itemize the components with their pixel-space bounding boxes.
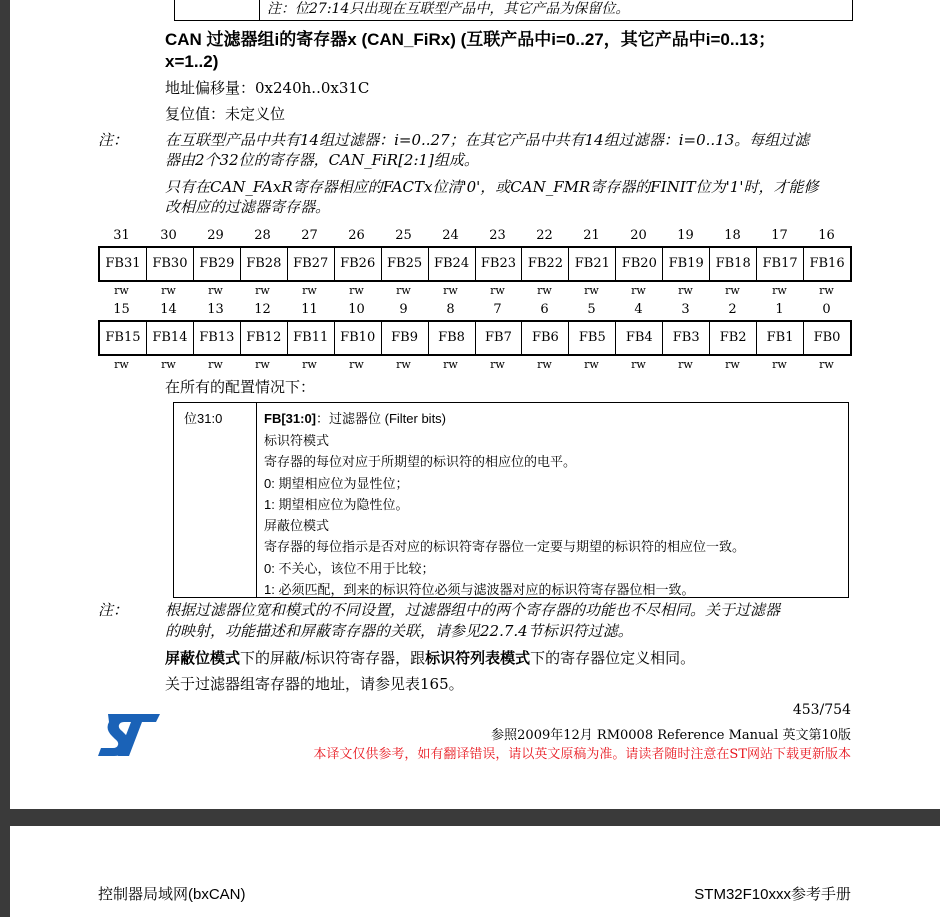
note-label: 注： [98,131,129,149]
field-desc: ：过滤器位 (Filter bits) [316,411,447,426]
bit-number: 7 [493,302,502,317]
mask-mode-mid: 下的屏蔽/标识符寄存器，跟 [240,649,426,667]
bit-number: 29 [207,228,224,243]
note3-line1: 根据过滤器位宽和模式的不同设置，过滤器组中的两个寄存器的功能也不尽相同。关于过滤器 [165,601,781,619]
access-type: rw [537,358,552,371]
next-document-page [10,826,940,917]
note3-line2: 的映射，功能描述和屏蔽寄存器的关联，请参见22.7.4节标识符过滤。 [165,622,633,640]
register-field-cell: FB2 [709,322,756,354]
bit-number: 0 [822,302,831,317]
register-fields-low [98,320,852,356]
note2-line2: 改相应的过滤器寄存器。 [165,198,331,216]
desc-line: 寄存器的每位指示是否对应的标识符寄存器位一定要与期望的标识符的相应位一致。 [264,540,746,555]
config-intro: 在所有的配置情况下： [165,378,316,396]
access-type: rw [490,358,505,371]
register-field-cell: FB31 [105,256,141,271]
bit-number: 27 [301,228,318,243]
register-field-cell: FB11 [287,322,334,354]
access-type: rw [302,358,317,371]
bit-number: 15 [113,302,130,317]
desc-line: 1: 必须匹配，到来的标识符位必须与滤波器对应的标识符寄存器位相一致。 [264,582,695,597]
register-fields-high [98,246,852,282]
register-field-cell: FB25 [381,248,428,280]
access-row-low [98,358,850,371]
access-type: rw [161,284,176,297]
field-name: FB[31:0] [264,411,317,426]
register-field-cell: FB22 [521,248,568,280]
access-type: rw [114,358,129,371]
register-field-cell: FB0 [803,322,850,354]
register-field-cell: FB16 [803,248,850,280]
bit-number: 14 [160,302,177,317]
bit-number: 21 [583,228,600,243]
register-field-cell: FB12 [240,322,287,354]
access-type: rw [678,358,693,371]
bit-number: 13 [207,302,224,317]
chapter-header: 控制器局域网(bxCAN) [98,886,246,903]
bit-description-table [173,402,849,598]
bit-number: 9 [399,302,408,317]
table-divider [259,0,260,20]
bit-number: 22 [536,228,553,243]
register-field-cell: FB24 [428,248,475,280]
desc-line: 0: 不关心，该位不用于比较； [264,561,435,576]
bit-numbers-low [98,302,850,317]
access-type: rw [490,284,505,297]
desc-line: 1: 期望相应位为隐性位。 [264,497,409,512]
table-divider [256,403,257,597]
register-field-cell: FB7 [475,322,522,354]
access-type: rw [396,358,411,371]
bit-number: 28 [254,228,271,243]
bit-number: 31 [113,228,130,243]
access-type: rw [208,358,223,371]
bit-number: 12 [254,302,271,317]
access-type: rw [161,358,176,371]
bit-number: 16 [818,228,835,243]
note1-line1: 在互联型产品中共有14组过滤器：i=0..27；在其它产品中共有14组过滤器：i=0..13。每组过滤 [165,131,810,149]
disclaimer-line: 本译文仅供参考，如有翻译错误，请以英文原稿为准。请读者随时注意在ST网站下载更新版本 [313,747,851,762]
register-field-cell: FB9 [381,322,428,354]
register-field-cell: FB20 [615,248,662,280]
field-title [264,408,446,427]
register-field-cell: FB4 [615,322,662,354]
access-type: rw [114,284,129,297]
bit-number: 5 [587,302,596,317]
access-type: rw [255,358,270,371]
access-type: rw [631,358,646,371]
register-field-cell: FB8 [428,322,475,354]
bit-number: 10 [348,302,365,317]
note1-line2: 器由2个32位的寄存器，CAN_FiR[2:1]组成。 [165,151,479,169]
register-field-cell: FB14 [146,322,193,354]
bit-number: 25 [395,228,412,243]
access-type: rw [349,284,364,297]
access-type: rw [443,358,458,371]
register-field-cell: FB10 [334,322,381,354]
access-type: rw [396,284,411,297]
document-page [10,0,940,809]
bit-number: 26 [348,228,365,243]
register-field-cell: FB19 [662,248,709,280]
desc-line: 寄存器的每位对应于所期望的标识符的相应位的电平。 [264,455,577,470]
note-label: 注： [98,601,129,619]
reset-value: 复位值：未定义位 [165,105,286,123]
bit-number: 6 [540,302,549,317]
bit-number: 1 [775,302,784,317]
bit-number: 18 [724,228,741,243]
bit-number: 8 [446,302,455,317]
access-row-high [98,284,850,297]
register-field-cell: FB15 [105,330,141,345]
access-type: rw [443,284,458,297]
note2-line1: 只有在CAN_FAxR寄存器相应的FACTx位清'0'，或CAN_FMR寄存器的FINIT位为'1'时，才能修 [165,178,819,196]
note-table-fragment [174,0,853,21]
access-type: rw [349,358,364,371]
register-field-cell: FB5 [568,322,615,354]
register-field-cell: FB30 [146,248,193,280]
address-paragraph: 关于过滤器组寄存器的地址，请参见表165。 [165,675,464,693]
bit-number: 3 [681,302,690,317]
bit-number: 17 [771,228,788,243]
bit-number: 23 [489,228,506,243]
bit-number: 30 [160,228,177,243]
desc-line: 屏蔽位模式 [264,518,330,533]
bit-number: 2 [728,302,737,317]
mask-mode-paragraph [165,648,695,668]
bit-number: 20 [630,228,647,243]
mask-mode-term: 屏蔽位模式 [165,649,241,667]
access-type: rw [537,284,552,297]
desc-line: 标识符模式 [264,433,330,448]
access-type: rw [584,358,599,371]
access-type: rw [584,284,599,297]
manual-header: STM32F10xxx参考手册 [694,886,851,903]
register-field-cell: FB13 [193,322,240,354]
register-field-cell: FB23 [475,248,522,280]
access-type: rw [678,284,693,297]
bit-number: 11 [301,302,318,317]
access-type: rw [725,358,740,371]
section-heading-line1: CAN 过滤器组i的寄存器x (CAN_FiRx) (互联产品中i=0..27，其它产品中i=0..13； [165,30,776,49]
register-field-cell: FB27 [287,248,334,280]
bit-number: 19 [677,228,694,243]
register-field-cell: FB6 [521,322,568,354]
desc-line: 0: 期望相应位为显性位； [264,476,409,491]
reference-line: 参照2009年12月 RM0008 Reference Manual 英文第10版 [491,728,851,743]
register-field-cell: FB28 [240,248,287,280]
register-field-cell: FB3 [662,322,709,354]
bit-number: 4 [634,302,643,317]
access-type: rw [302,284,317,297]
list-mode-term: 标识符列表模式 [425,649,531,667]
section-heading-line2: x=1..2) [165,52,219,71]
register-field-cell: FB18 [709,248,756,280]
page-number: 453/754 [792,702,851,718]
top-note-text: 注：位27:14只出现在互联型产品中，其它产品为保留位。 [267,1,630,17]
bit-range-label: 位31:0 [184,411,223,426]
access-type: rw [772,284,787,297]
access-type: rw [208,284,223,297]
mask-mode-suffix: 下的寄存器位定义相同。 [530,649,696,667]
access-type: rw [631,284,646,297]
address-offset: 地址偏移量：0x240h..0x31C [165,79,370,97]
bit-number: 24 [442,228,459,243]
access-type: rw [819,358,834,371]
register-field-cell: FB26 [334,248,381,280]
register-field-cell: FB17 [756,248,803,280]
st-logo-icon [98,714,160,756]
section-heading [165,29,775,73]
register-field-cell: FB21 [568,248,615,280]
access-type: rw [255,284,270,297]
access-type: rw [772,358,787,371]
access-type: rw [725,284,740,297]
register-field-cell: FB1 [756,322,803,354]
bit-numbers-high [98,228,850,243]
access-type: rw [819,284,834,297]
register-field-cell: FB29 [193,248,240,280]
